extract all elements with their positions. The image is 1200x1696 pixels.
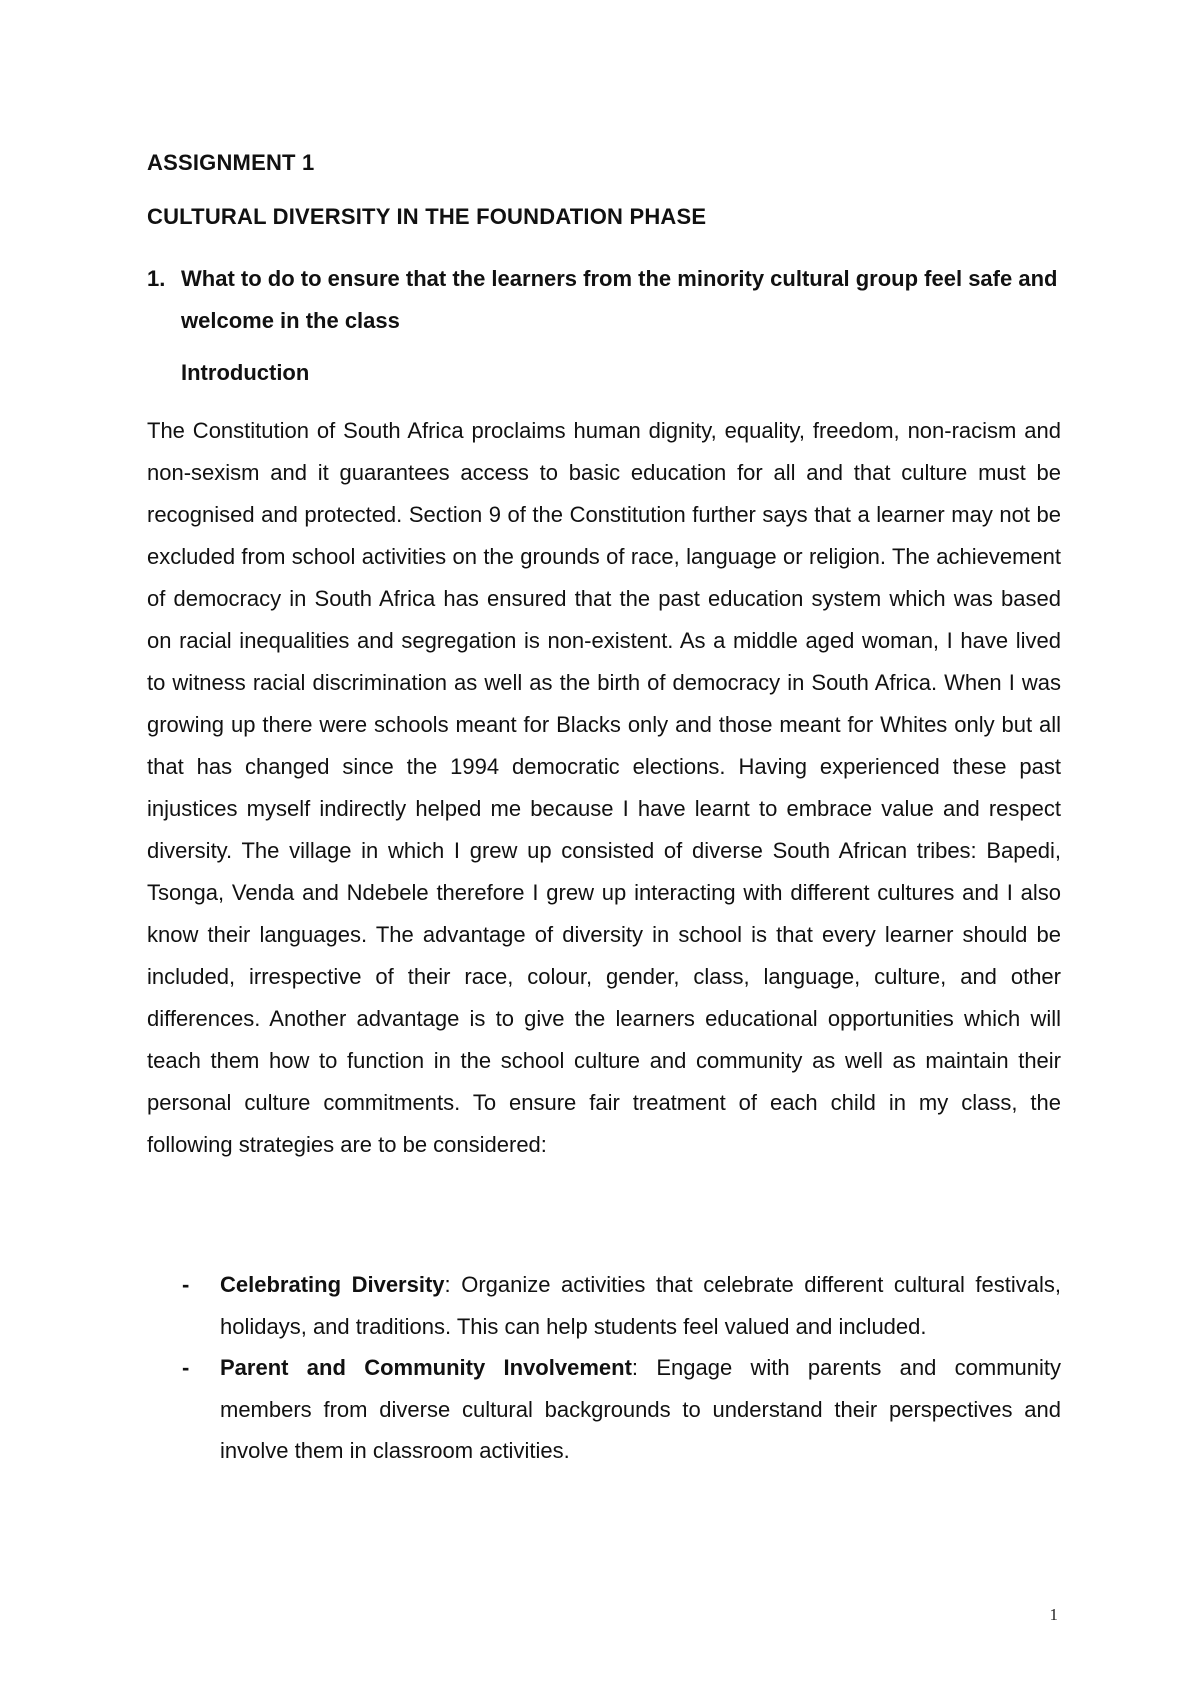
document-heading: CULTURAL DIVERSITY IN THE FOUNDATION PHASE [147,204,707,229]
bullet-dash: - [182,1272,190,1297]
assignment-title: ASSIGNMENT 1 [147,150,315,175]
list-item [147,1264,1061,1347]
strategy-list [147,1264,1061,1472]
strategy-term: Celebrating Diversity [220,1272,445,1297]
list-item [147,1347,1061,1472]
question-1 [147,258,1067,342]
introduction-paragraph: The Constitution of South Africa proclaims human dignity, equality, freedom, non-racism and non-sexism and it guarantees access to basic education for all and that culture must be recognised and protected. Section 9 of the Constitution further says that a learner may not be excluded from school activities on the grounds of race, language or religion. The achievement of democracy in South Africa has ensured that the past education system which was based on racial inequalities and segregation is non-existent. As a middle aged woman, I have lived to witness racial discrimination as well as the birth of democracy in South Africa. When I was growing up there were schools meant for Blacks only and those meant for Whites only but all that has changed since the 1994 democratic elections. Having experienced these past injustices myself indirectly helped me because I have learnt to embrace value and respect diversity. The village in which I grew up consisted of diverse South African tribes: Bapedi, Tsonga, Venda and Ndebele therefore I grew up interacting with different cultures and I also know their languages. The advantage of diversity in school is that every learner should be included, irrespective of their race, colour, gender, class, language, culture, and other differences. Another advantage is to give the learners educational opportunities which will teach them how to function in the school culture and community as well as maintain their personal culture commitments. To ensure fair treatment of each child in my class, the following strategies are to be considered: [147,418,1061,1157]
introduction-heading: Introduction [181,360,310,385]
strategy-text: : Engage with parents and community members from diverse cultural backgrounds to understand their perspectives and involve them in classroom activities. [220,1355,1062,1463]
strategy-text: : Organize activities that celebrate different cultural festivals, holidays, and traditions. This can help students feel valued and included. [220,1272,1061,1339]
strategy-body [220,1264,1061,1347]
question-number: 1. [147,266,166,291]
question-text: What to do to ensure that the learners from the minority cultural group feel safe and welcome in the class [181,266,1058,333]
strategy-body [220,1347,1061,1472]
strategy-term: Parent and Community Involvement [220,1355,632,1380]
bullet-dash: - [182,1355,190,1380]
page-number: 1 [1049,1605,1058,1624]
